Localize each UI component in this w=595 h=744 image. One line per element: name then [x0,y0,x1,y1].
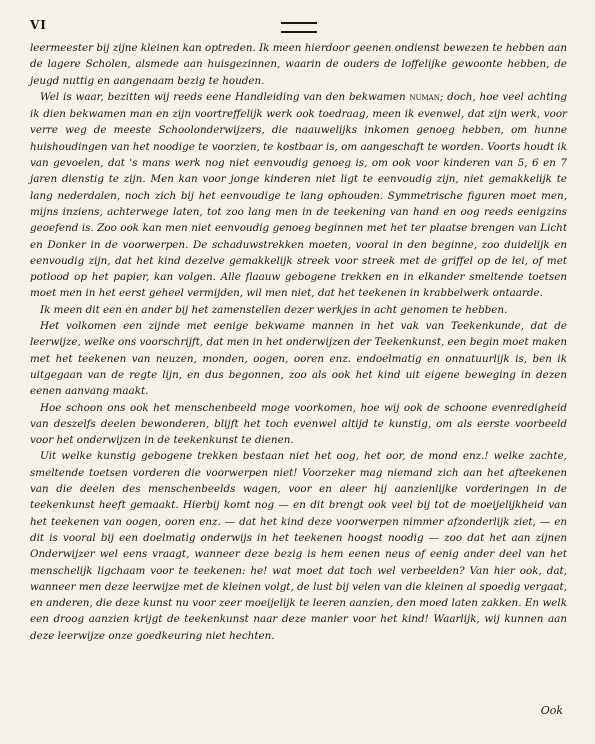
catchword: Ook [540,704,563,717]
page-header [30,10,567,40]
body-text [30,40,567,644]
paragraph: Hoe schoon ons ook het menschenbeeld moge voorkomen, hoe wij ook de schoone evenredigheid van deszelfs deelen bewonderen, blijft het toch evenwel altijd te kunstig, om als eerste voorbeeld voor het onderwijzen in de teekenkunst te dienen. [30,401,567,447]
page-number: VI [30,18,47,32]
header-ornament [281,22,317,33]
paragraph: Uit welke kunstig gebogene trekken bestaan niet het oog, het oor, de mond enz.! welke zachte, smeltende toetsen vorderen die voorwerpen niet! Voorzeker mag niemand zich aan het afteekenen van die deelen des menschenbeelds wagen, voor en aleer hij aanzienlijke vorderingen in de teekenkunst heeft gemaakt. Hierbij komt nog — en dit brengt ook veel bij tot de moeijelijkheid van het teekenen van oogen, ooren enz. — dat het kind deze voorwerpen nimmer afzonderlijk ziet, — en dit is vooral bij een doelmatig onderwijs in het teekenen hoogst noodig — zoo dat het aan zijnen Onderwijzer wel eens vraagt, wanneer deze bezig is hem eenen neus of eenig ander deel van het menschelijk ligchaam voor te teekenen: he! wat moet dat toch wel verbeelden? Van hier ook, dat, wanneer men deze leerwijze met de kleinen volgt, de lust bij velen van die kleinen al spoedig vergaat, en anderen, die deze kunst nu voor zeer moeijelijk te leeren aanzien, den moed laten zakken. En welk een droog aanzien krijgt de teekenkunst naar deze manier voor het kind! Waarlijk, wij kunnen aan deze leerwijze onze goedkeuring niet hechten. [30,450,567,642]
paragraph: Het volkomen een zijnde met eenige bekwame mannen in het vak van Teekenkunde, dat de leerwijze, welke ons voorschrijft, dat men in het onderwijzen der Teekenkunst, een begin moet maken met het teekenen van neuzen, monden, oogen, ooren enz. endoelmatig en onnatuurlijk is, ben ik uitgegaan van de regte lijn, en dus begonnen, zoo als ook het kind uit eigene beweging in dezen eenen aanvang maakt. [30,320,567,398]
author-name: numan [409,91,440,103]
paragraph: Ik meen dit een en ander bij het zamenstellen dezer werkjes in acht genomen te hebben. [40,303,508,316]
paragraph: Wel is waar, bezitten wij reeds eene Handleiding van den bekwamen numan; doch, hoe veel achting ik dien bekwamen man en zijn voortreffelijk werk ook toedraag, meen ik evenwel, dat zijn werk, voor verre weg de meeste Schoolonderwijzers, die naauwelijks inkomen genoeg hebben, om hunne huishoudingen van het noodige te voorzien, te kostbaar is, om aangeschaft te worden. Voorts houdt ik van gevoelen, dat 's mans werk nog niet eenvoudig genoeg is, om ook voor kinderen van 5, 6 en 7 jaren dienstig te zijn. Men kan voor jonge kinderen niet ligt te eenvoudig zijn, niet gemakkelijk te lang nederdalen, noch zich bij het eenvoudige te lang ophouden. Symmetrische figuren moet men, mijns inziens, achterwege laten, tot zoo lang men in de teekening van hand en oog reeds eenigzins geoefend is. Zoo ook kan men niet eenvoudig genoeg beginnen met het ter plaatse brengen van Licht en Donker in de voorwerpen. De schaduwstrekken moeten, vooral in den beginne, zoo duidelijk en eenvoudig zijn, dat het kind dezelve gemakkelijk streek voor streek met de griffel op de lei, of met potlood op het papier, kan volgen. Alle flaauw gebogene trekken en in elkander smeltende toetsen moet men in het eerst geheel vermijden, wil men niet, dat het teekenen in krabbelwerk ontaarde. [30,90,567,300]
paragraph: leermeester bij zijne kleinen kan optreden. Ik meen hierdoor geenen ondienst bewezen te hebben aan de lagere Scholen, alsmede aan huisgezinnen, waarin de ouders de loffelijke gewoonte hebben, de jeugd nuttig en aangenaam bezig te houden. [30,42,567,87]
